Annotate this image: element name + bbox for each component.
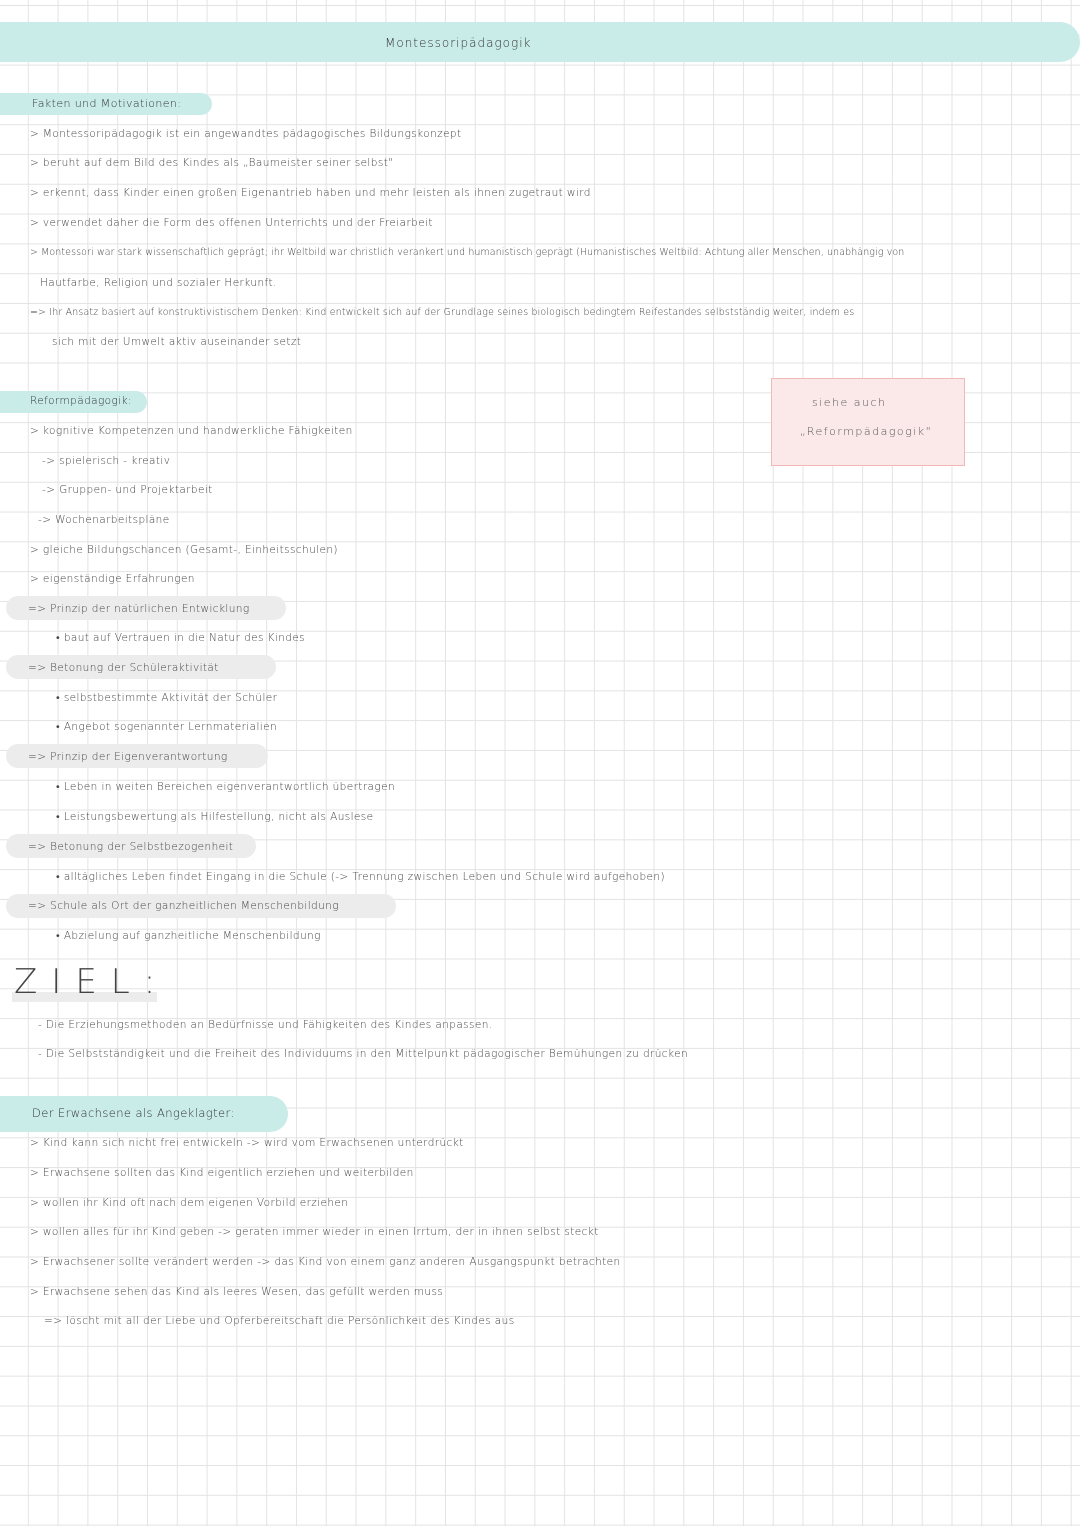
text-line: > Montessori war stark wissenschaftlich geprägt; ihr Weltbild war christlich verankert und humanistisch geprägt (Humanistisches Weltbild: Achtung aller Menschen, unabhängig von [30, 247, 905, 258]
principle-label: => Betonung der Selbstbezogenheit [28, 841, 234, 853]
text-line: => löscht mit all der Liebe und Opferbereitschaft die Persönlichkeit des Kindes aus [44, 1315, 515, 1327]
text-line: > Erwachsener sollte verändert werden -> das Kind von einem ganz anderen Ausgangspunkt betrachten [30, 1256, 621, 1268]
title-highlight [0, 22, 1080, 62]
text-line: => Ihr Ansatz basiert auf konstruktivistischem Denken: Kind entwickelt sich auf der Grundlage seines biologisch bedingtem Reifestandes selbstständig weiter, indem es [30, 307, 855, 318]
text-line: > gleiche Bildungschancen (Gesamt-, Einheitsschulen) [30, 544, 338, 556]
principle-item: • selbstbestimmte Aktivität der Schüler [56, 692, 278, 704]
text-line: > wollen alles für ihr Kind geben -> geraten immer wieder in einen Irrtum, der in ihnen selbst steckt [30, 1226, 599, 1238]
text-line: > Erwachsene sehen das Kind als leeres Wesen, das gefüllt werden muss [30, 1286, 444, 1298]
text-line: > Erwachsene sollten das Kind eigentlich erziehen und weiterbilden [30, 1167, 414, 1179]
principle-label: => Schule als Ort der ganzheitlichen Menschenbildung [28, 900, 339, 912]
text-line: -> spielerisch - kreativ [42, 455, 171, 467]
principle-item: • Leben in weiten Bereichen eigenverantwortlich übertragen [56, 781, 395, 793]
principle-item: • baut auf Vertrauen in die Natur des Kindes [56, 632, 306, 644]
ziel-heading: ZIEL: [14, 962, 170, 1002]
note-line: „Reformpädagogik" [800, 425, 933, 438]
principle-item: • Leistungsbewertung als Hilfestellung, nicht als Auslese [56, 811, 374, 823]
principle-label: => Betonung der Schüleraktivität [28, 662, 219, 674]
text-line: > erkennt, dass Kinder einen großen Eigenantrieb haben und mehr leisten als ihnen zugetraut wird [30, 187, 591, 199]
principle-item: • alltägliches Leben findet Eingang in die Schule (-> Trennung zwischen Leben und Schule wird aufgehoben) [56, 871, 665, 883]
note-line: siehe auch [812, 396, 887, 409]
ziel-line: - Die Selbstständigkeit und die Freiheit des Individuums in den Mittelpunkt pädagogischer Bemühungen zu drücken [38, 1048, 688, 1060]
principle-label: => Prinzip der Eigenverantwortung [28, 751, 228, 763]
text-line: -> Wochenarbeitspläne [38, 514, 170, 526]
ziel-line: - Die Erziehungsmethoden an Bedürfnisse und Fähigkeiten des Kindes anpassen. [38, 1019, 493, 1031]
see-also-note [771, 378, 965, 466]
principle-item: • Angebot sogenannter Lernmaterialien [56, 721, 278, 733]
text-line: > beruht auf dem Bild des Kindes als „Baumeister seiner selbst" [30, 157, 394, 169]
section-heading-reform: Reformpädagogik: [30, 395, 132, 407]
text-line: > wollen ihr Kind oft nach dem eigenen Vorbild erziehen [30, 1197, 349, 1209]
page-title: Montessoripädagogik [385, 36, 532, 50]
section-heading-fakten: Fakten und Motivationen: [32, 97, 182, 110]
text-line: > Montessoripädagogik ist ein angewandtes pädagogisches Bildungskonzept [30, 128, 462, 140]
text-line: -> Gruppen- und Projektarbeit [42, 484, 213, 496]
section-heading-erwachsene: Der Erwachsene als Angeklagter: [32, 1106, 235, 1120]
text-line: > verwendet daher die Form des offenen Unterrichts und der Freiarbeit [30, 217, 433, 229]
text-line: > eigenständige Erfahrungen [30, 573, 195, 585]
text-line: > kognitive Kompetenzen und handwerkliche Fähigkeiten [30, 425, 353, 437]
principle-item: • Abzielung auf ganzheitliche Menschenbildung [56, 930, 321, 942]
text-line: Hautfarbe, Religion und sozialer Herkunft. [40, 277, 277, 289]
principle-label: => Prinzip der natürlichen Entwicklung [28, 603, 250, 615]
text-line: > Kind kann sich nicht frei entwickeln -> wird vom Erwachsenen unterdrückt [30, 1137, 464, 1149]
text-line: sich mit der Umwelt aktiv auseinander setzt [52, 336, 302, 348]
